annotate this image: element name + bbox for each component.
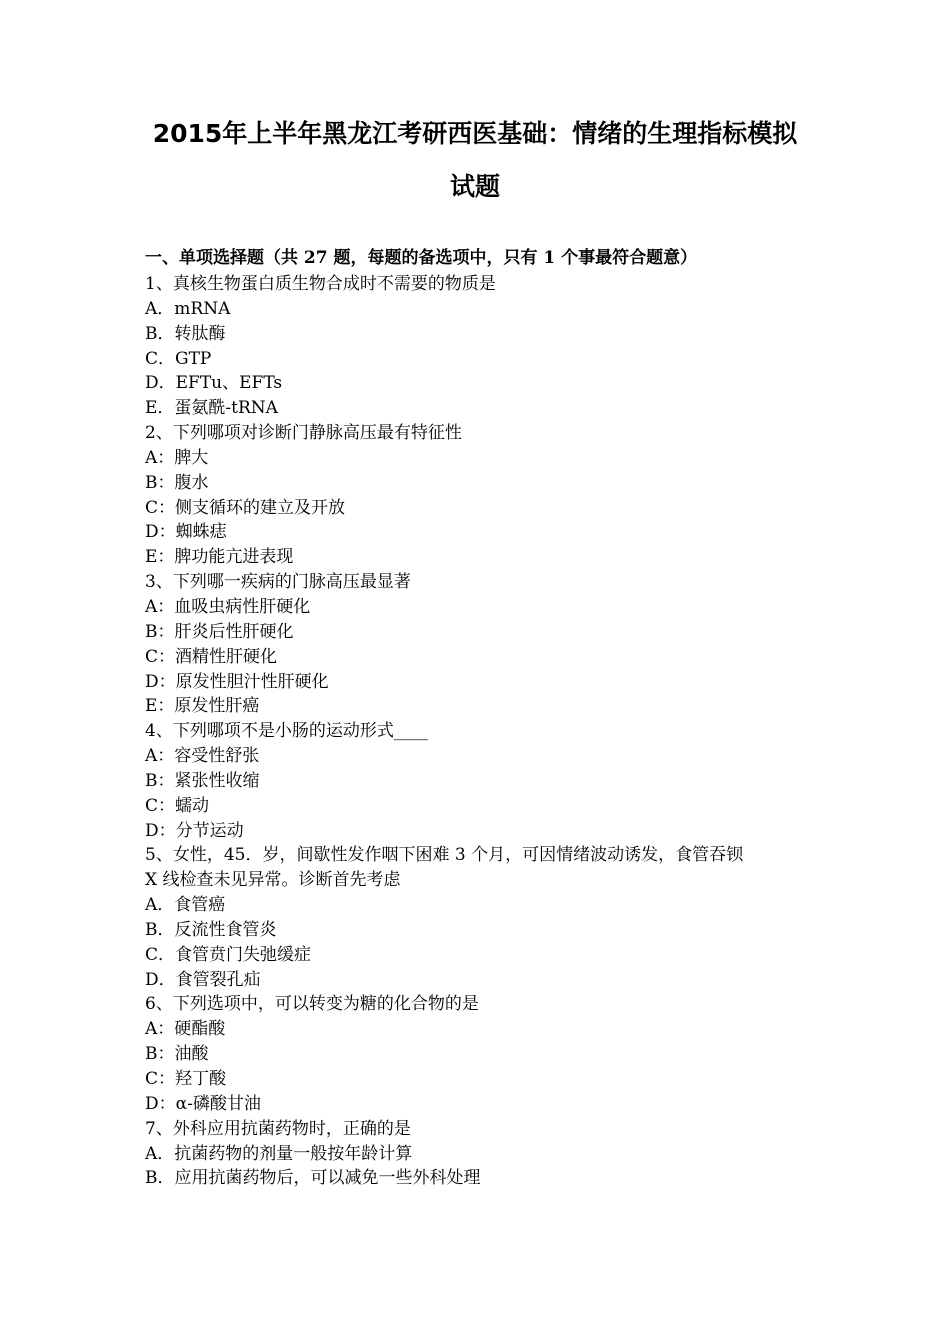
text-line: B：紧张性收缩 (145, 770, 260, 791)
text-line: C：酒精性肝硬化 (145, 646, 278, 667)
text-line: D．EFTu、EFTs (145, 373, 283, 394)
text-line: C：羟丁酸 (145, 1069, 227, 1089)
text-line: B：腹水 (145, 472, 209, 493)
text-line: D：α-磷酸甘油 (145, 1093, 261, 1114)
text-line: B．转肽酶 (145, 323, 226, 344)
text-line: 7、外科应用抗菌药物时，正确的是 (145, 1118, 411, 1139)
text-line: A．食管癌 (145, 895, 226, 916)
text-line: D：分节运动 (145, 820, 244, 841)
text-line: E：脾功能亢进表现 (145, 547, 294, 568)
text-line: E．蛋氨酰-tRNA (145, 398, 278, 419)
text-line: C．食管贲门失弛缓症 (145, 944, 312, 965)
text-line: A：血吸虫病性肝硬化 (145, 596, 311, 617)
text-line: C：侧支循环的建立及开放 (145, 497, 346, 518)
text-line: C：蠕动 (145, 795, 210, 816)
text-line: D．食管裂孔疝 (145, 969, 261, 990)
text-line: 6、下列选项中，可以转变为糖的化合物的是 (145, 994, 479, 1015)
text-line: B：油酸 (145, 1044, 209, 1065)
text-line: C．GTP (145, 348, 212, 369)
document-title-line-2: 试题 (449, 172, 500, 201)
text-line: 3、下列哪一疾病的门脉高压最显著 (145, 572, 411, 593)
text-line: A：容受性舒张 (145, 746, 260, 767)
text-line: A．抗菌药物的剂量一般按年龄计算 (145, 1143, 413, 1164)
text-line: X 线检查未见异常。诊断首先考虑 (145, 870, 401, 891)
text-line: A．mRNA (145, 298, 231, 319)
text-line: A：脾大 (145, 447, 209, 468)
text-line: B．反流性食管炎 (145, 919, 277, 940)
text-line: 2、下列哪项对诊断门静脉高压最有特征性 (145, 423, 462, 444)
document-title-line-1: 2015年上半年黑龙江考研西医基础：情绪的生理指标模拟 (152, 119, 798, 148)
text-line: D：原发性胆汁性肝硬化 (145, 671, 329, 692)
text-line: D：蜘蛛痣 (145, 522, 227, 543)
text-line: B：肝炎后性肝硬化 (145, 621, 294, 642)
question-list (145, 272, 825, 1191)
text-line: 5、女性，45．岁，间歇性发作咽下困难 3 个月，可因情绪波动诱发，食管吞钡 (145, 845, 744, 866)
text-line: E：原发性肝癌 (145, 696, 260, 717)
text-line: A：硬酯酸 (145, 1019, 226, 1040)
text-line: 1、真核生物蛋白质生物合成时不需要的物质是 (145, 274, 496, 294)
text-line: B．应用抗菌药物后，可以减免一些外科处理 (145, 1168, 481, 1189)
text-line: 4、下列哪项不是小肠的运动形式____ (145, 721, 428, 742)
section-heading: 一、单项选择题（共 27 题，每题的备选项中，只有 1 个事最符合题意） (145, 248, 698, 268)
